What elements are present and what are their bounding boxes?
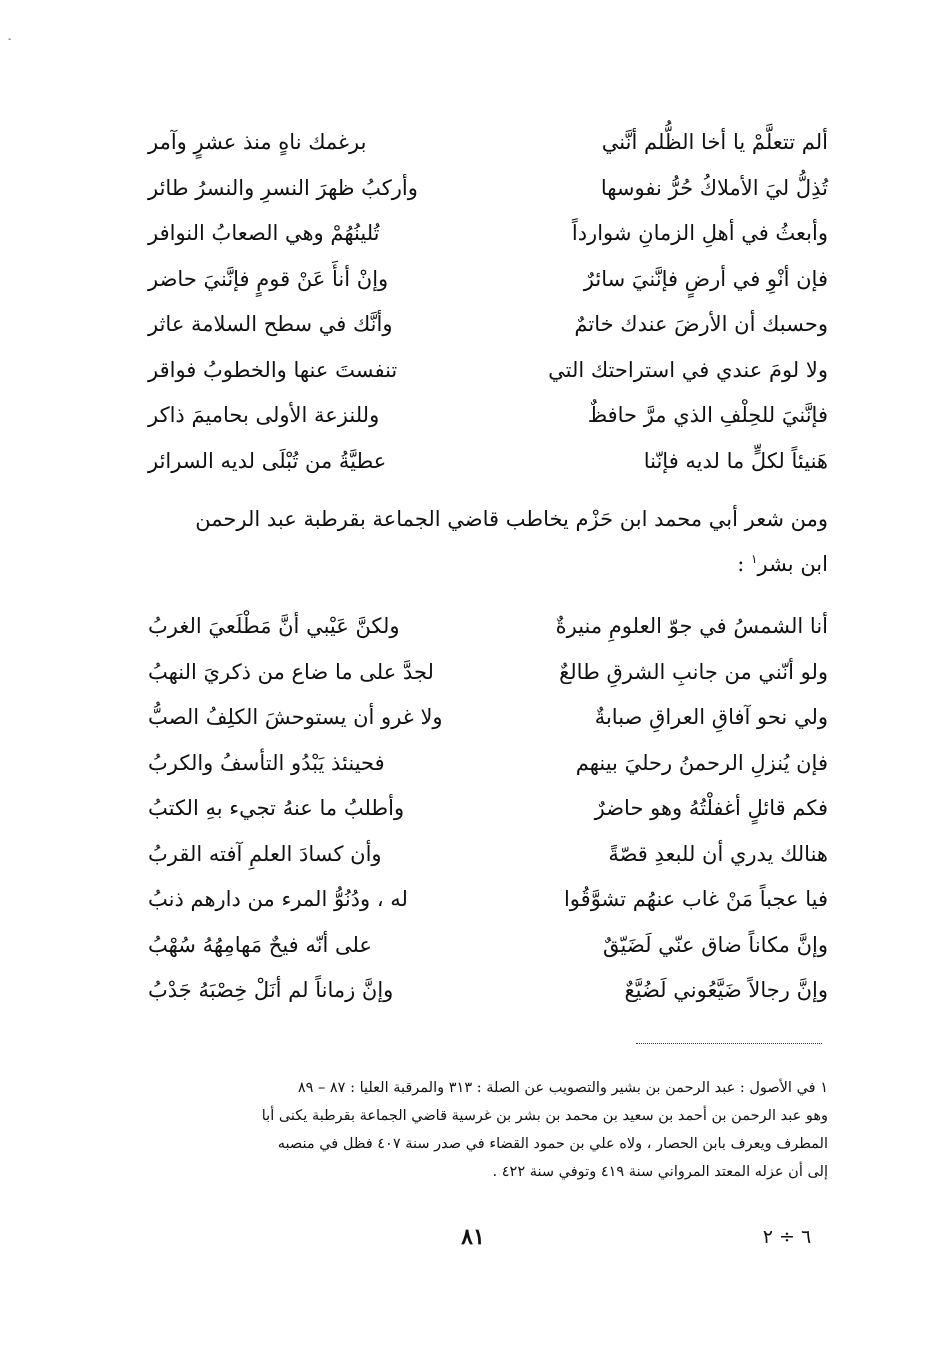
verse-second-hemistich: لجدَّ على ما ضاع من ذكريَ النهبُ <box>148 659 434 684</box>
verse-first-hemistich: هَنيئاً لكلٍّ ما لديه فإنّنا <box>643 448 828 473</box>
verse-second-hemistich: وأنَّك في سطح السلامة عاثر <box>148 312 393 337</box>
verse-row <box>148 348 828 394</box>
verse-first-hemistich: ولا لومَ عندي في استراحتك التي <box>548 357 828 382</box>
verse-first-hemistich: ولو أنّني من جانبِ الشرقِ طالعٌ <box>559 659 828 684</box>
verse-second-hemistich: فحينئذ يَبْدُو التأسفُ والكربُ <box>148 750 385 775</box>
footnote-line: المطرف ويعرف بابن الحصار ، ولاه علي بن حمود القضاء في صدر سنة ٤٠٧ فظل في منصبه <box>277 1136 828 1152</box>
verse-first-hemistich: وأبعثُ في أهلِ الزمانِ شوارداً <box>571 221 828 246</box>
verse-first-hemistich: فكم قائلٍ أغفلْتُهُ وهو حاضرٌ <box>594 796 828 821</box>
verse-second-hemistich: وإنَّ زماناً لم أنَلْ خِصْبَهُ جَدْبُ <box>148 978 394 1003</box>
footnote-line: وهو عبد الرحمن بن أحمد بن سعيد بن محمد بن بشر بن غرسية قاضي الجماعة بقرطبة يكنى أبا <box>261 1108 828 1124</box>
footnotes <box>128 1074 828 1186</box>
verse-row <box>148 120 828 166</box>
verse-first-hemistich: وحسبك أن الأرضَ عندك خاتمٌ <box>574 312 828 337</box>
intro-line-2-text: ابن بشر <box>757 552 828 576</box>
verse-row <box>148 604 828 650</box>
verse-second-hemistich: وأطلبُ ما عنهُ تجيء بهِ الكتبُ <box>148 796 405 821</box>
intro-line-2 <box>128 538 828 580</box>
verse-row <box>148 968 828 1014</box>
verse-first-hemistich: فإن أنْوِ في أرضٍ فإنَّنيَ سائرٌ <box>583 266 828 291</box>
verse-row <box>148 786 828 832</box>
verse-row <box>148 832 828 878</box>
verse-second-hemistich: وإنْ أنأَ عَنْ قومٍ فإنَّنيَ حاضر <box>148 266 389 291</box>
verse-second-hemistich: وأن كسادَ العلمِ آفته القربُ <box>148 841 382 866</box>
verse-row <box>148 877 828 923</box>
verse-row <box>148 211 828 257</box>
verse-first-hemistich: فإنَّنيَ للحِلْفِ الذي مرَّ حافظٌ <box>587 403 828 428</box>
verse-first-hemistich: فيا عجباً مَنْ غاب عنهُم تشوَّقُوا <box>563 887 828 912</box>
poem-second <box>148 604 828 1014</box>
verse-first-hemistich: ولي نحو آفاقِ العراقِ صبابةٌ <box>594 705 828 730</box>
verse-row <box>148 695 828 741</box>
intro-line-1: ومن شعر أبي محمد ابن حَزْم يخاطب قاضي الجماعة بقرطبة عبد الرحمن <box>195 507 828 531</box>
verse-row <box>148 166 828 212</box>
verse-second-hemistich: وللنزعة الأولى بحاميمَ ذاكر <box>148 403 380 428</box>
verse-first-hemistich: ألم تتعلَّمْ يا أخا الظُّلم أنَّني <box>601 130 828 155</box>
verse-second-hemistich: له ، ودُنُوُّ المرء من دارهم ذنبُ <box>148 887 408 912</box>
verse-first-hemistich: هنالك يدري أن للبعدِ قصّةً <box>608 841 828 866</box>
verse-second-hemistich: تُلينُهُمْ وهي الصعابُ النوافر <box>148 221 380 246</box>
verse-second-hemistich: تنفستَ عنها والخطوبُ فواقر <box>148 357 398 382</box>
verse-first-hemistich: أنا الشمسُ في جوّ العلومِ منيرةٌ <box>555 614 828 639</box>
verse-row <box>148 741 828 787</box>
verse-first-hemistich: وإنَّ رجالاً ضَيَّعُوني لَضُيَّعٌ <box>624 978 828 1003</box>
intro-line-2-end: : <box>737 552 752 576</box>
footnote-divider <box>636 1043 822 1044</box>
footnote-line: إلى أن عزله المعتد المرواني سنة ٤١٩ وتوفي سنة ٤٢٢ . <box>492 1164 828 1180</box>
verse-first-hemistich: تُذِلُّ ليَ الأملاكُ حُرُّ نفوسها <box>600 175 828 200</box>
verse-second-hemistich: عطيَّةُ من تُبْلَى لديه السرائر <box>148 448 387 473</box>
verse-row <box>148 257 828 303</box>
verse-second-hemistich: وأركبُ ظهرَ النسرِ والنسرُ طائر <box>148 175 418 200</box>
verse-row <box>148 302 828 348</box>
footnote-line: ١ في الأصول : عبد الرحمن بن بشير والتصويب عن الصلة : ٣١٣ والمرقبة العليا : ٨٧ – ٨٩ <box>297 1080 828 1096</box>
signature-mark: ٦ ÷ ٢ <box>762 1226 812 1248</box>
poem-first <box>148 120 828 484</box>
verse-second-hemistich: ولا غرو أن يستوحشَ الكلِفُ الصبُّ <box>148 705 443 730</box>
corner-mark: - <box>8 34 12 45</box>
page-number: ٨١ <box>461 1224 485 1250</box>
verse-row <box>148 439 828 485</box>
verse-second-hemistich: على أنّه فيحٌ مَهامِهُهُ سُهْبُ <box>148 932 372 957</box>
verse-row <box>148 393 828 439</box>
verse-second-hemistich: برغمك ناهٍ منذ عشرٍ وآمر <box>148 130 367 155</box>
footnote-ref: ١ <box>751 552 758 566</box>
verse-row <box>148 923 828 969</box>
verse-second-hemistich: ولكنَّ عَيْبي أنَّ مَطْلَعيَ الغربُ <box>148 614 400 639</box>
intro-paragraph <box>128 500 828 580</box>
verse-first-hemistich: وإنَّ مكاناً ضاق عنّي لَضَيّقٌ <box>603 932 828 957</box>
verse-first-hemistich: فإن يُنزلِ الرحمنُ رحليَ بينهم <box>575 750 828 775</box>
verse-row <box>148 650 828 696</box>
